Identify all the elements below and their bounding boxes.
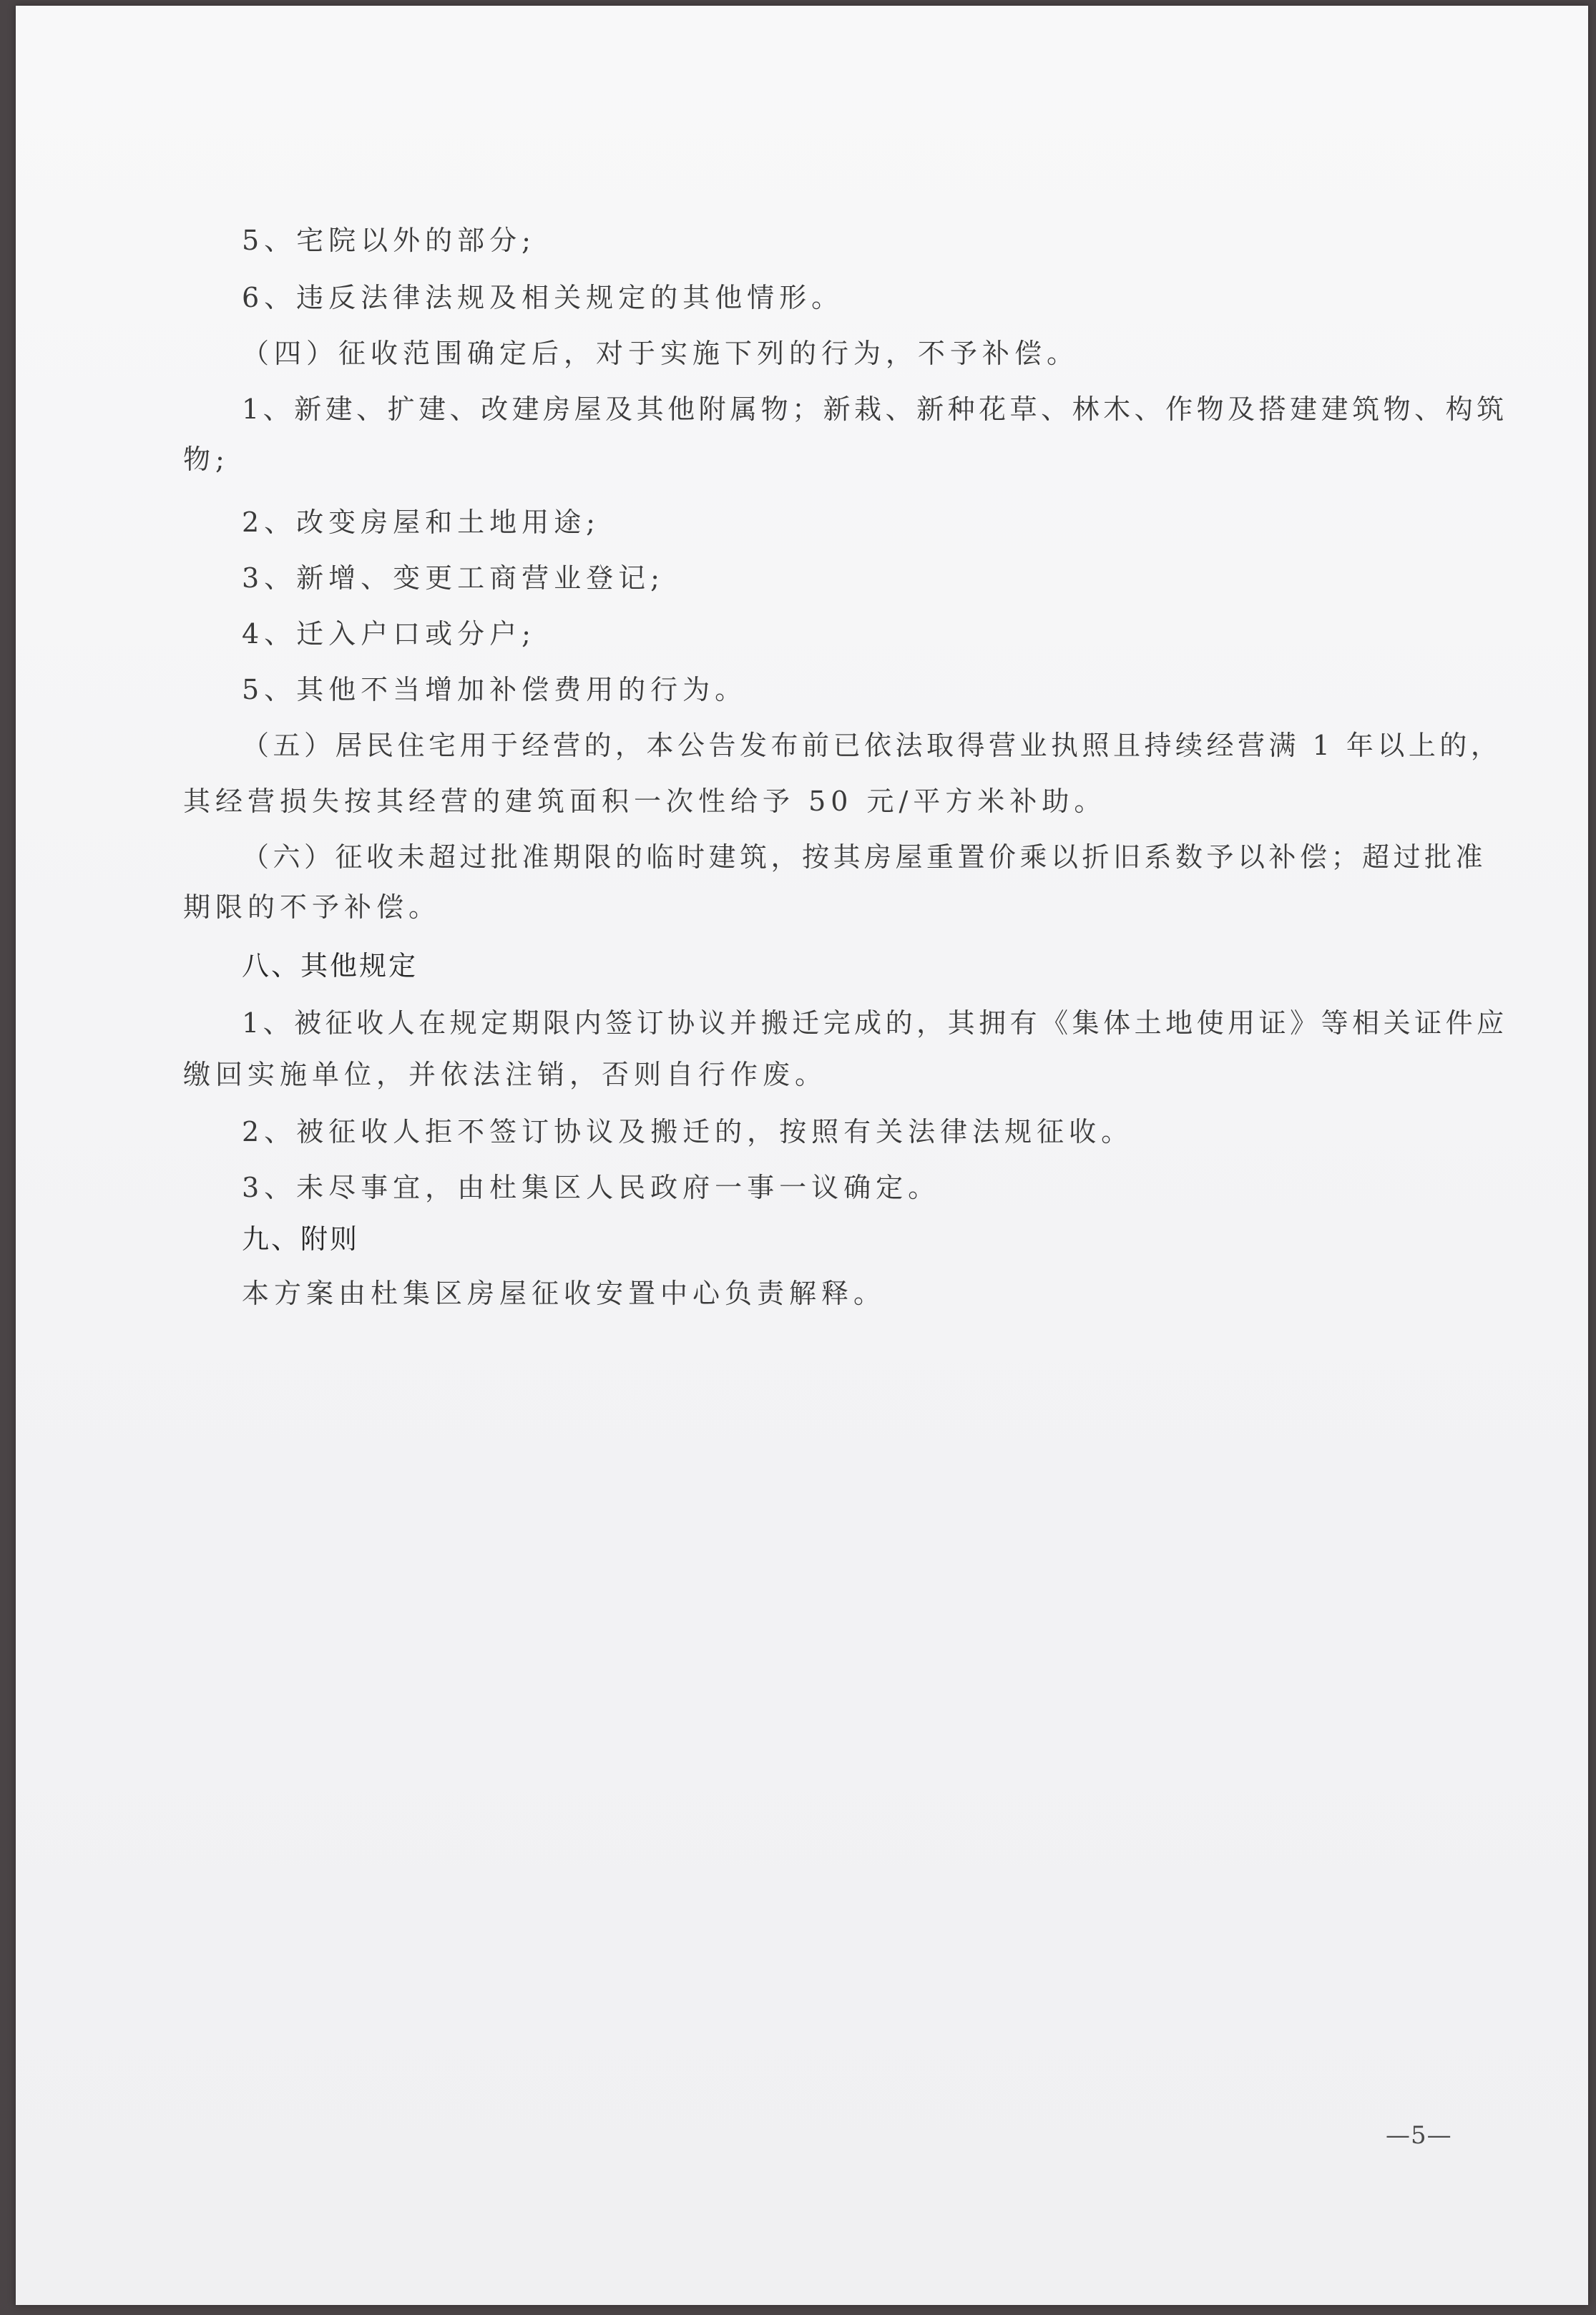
section-heading-other-provisions: 八、其他规定 — [242, 950, 418, 982]
text-line-item-3-business-registration: 3、新增、变更工商营业登记; — [242, 562, 665, 594]
text-line-item-6-violations: 6、违反法律法规及相关规定的其他情形。 — [242, 282, 844, 313]
text-line-other-1-continued: 缴回实施单位，并依法注销，否则自行作废。 — [183, 1059, 828, 1090]
text-line-item-5-outside-courtyard: 5、宅院以外的部分; — [242, 225, 536, 256]
text-line-item-2-change-use: 2、改变房屋和土地用途; — [242, 506, 600, 538]
text-line-section-6-temporary-buildings: （六）征收未超过批准期限的临时建筑，按其房屋重置价乘以折旧系数予以补偿；超过批准 — [242, 841, 1487, 873]
text-line-item-1-new-construction: 1、新建、扩建、改建房屋及其他附属物；新栽、新种花草、林木、作物及搭建建筑物、构筑 — [242, 393, 1508, 425]
page-number: —5— — [1386, 2121, 1452, 2150]
document-page — [16, 6, 1588, 2305]
section-heading-supplementary: 九、附则 — [242, 1223, 360, 1255]
text-line-interpretation: 本方案由杜集区房屋征收安置中心负责解释。 — [242, 1278, 886, 1309]
text-line-item-5-improper-increase: 5、其他不当增加补偿费用的行为。 — [242, 674, 748, 705]
text-line-section-6-continued: 期限的不予补偿。 — [183, 891, 441, 923]
text-line-item-4-household: 4、迁入户口或分户; — [242, 618, 536, 650]
text-line-other-3-unresolved: 3、未尽事宜，由杜集区人民政府一事一议确定。 — [242, 1172, 941, 1203]
text-line-section-5-business-use: （五）居民住宅用于经营的，本公告发布前已依法取得营业执照且持续经营满 1 年以上的， — [242, 730, 1502, 761]
text-line-section-5-continued: 其经营损失按其经营的建筑面积一次性给予 50 元/平方米补助。 — [183, 785, 1107, 817]
text-line-other-1-agreement: 1、被征收人在规定期限内签订协议并搬迁完成的，其拥有《集体土地使用证》等相关证件应 — [242, 1007, 1508, 1039]
text-line-other-2-refusal: 2、被征收人拒不签订协议及搬迁的，按照有关法律法规征收。 — [242, 1116, 1134, 1147]
text-line-item-1-continued: 物; — [183, 444, 230, 475]
text-line-section-4-intro: （四）征收范围确定后，对于实施下列的行为，不予补偿。 — [242, 338, 1079, 369]
